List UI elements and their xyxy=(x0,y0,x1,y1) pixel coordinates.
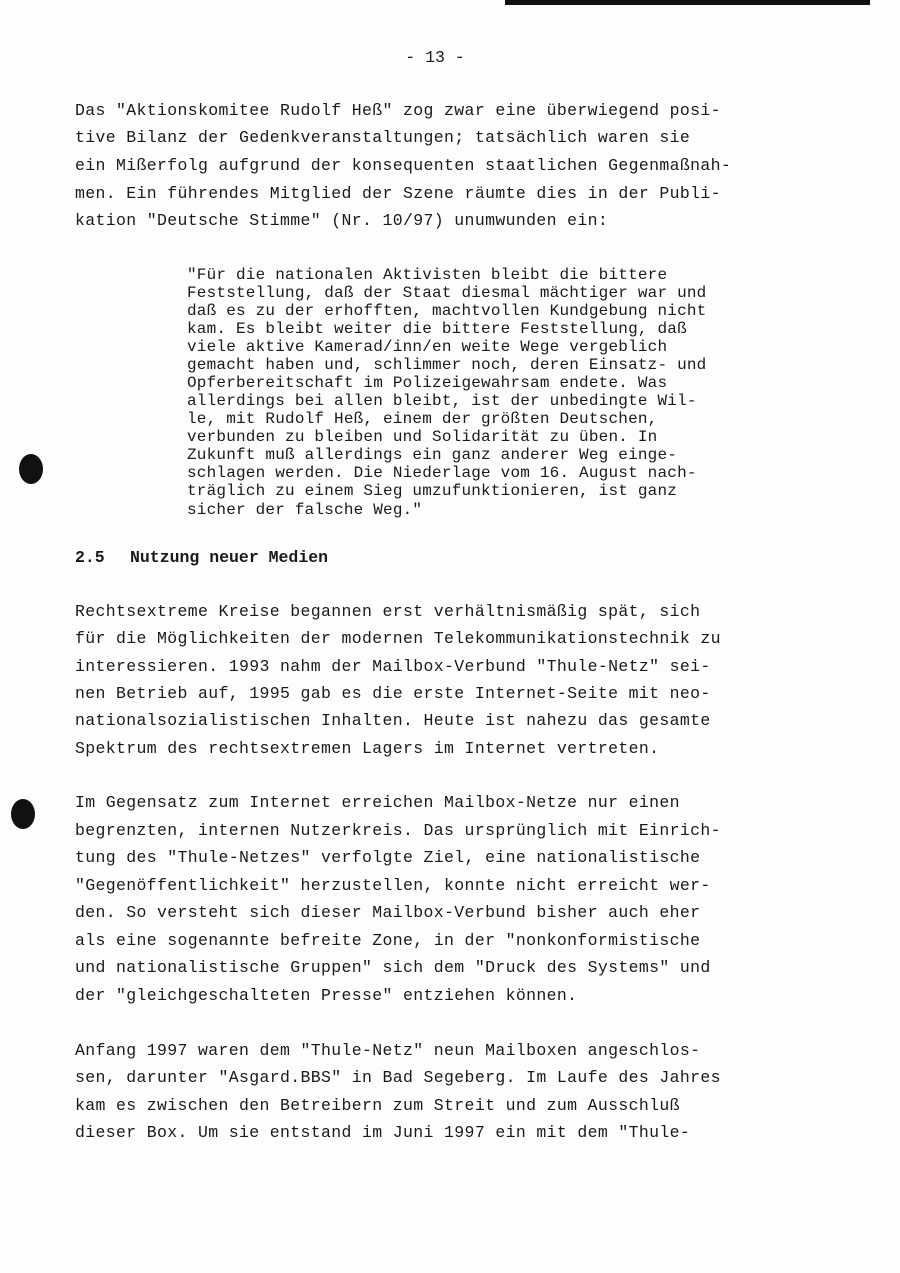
punch-hole-upper xyxy=(19,454,43,484)
text-line: Anfang 1997 waren dem "Thule-Netz" neun Mailboxen angeschlos- xyxy=(75,1041,701,1060)
quote-line: gemacht haben und, schlimmer noch, deren Einsatz- und xyxy=(187,356,707,374)
quote-line: kam. Es bleibt weiter die bittere Feststellung, daß xyxy=(187,320,687,338)
text-line: "Gegenöffentlichkeit" herzustellen, konnte nicht erreicht wer- xyxy=(75,876,711,895)
text-line: nen Betrieb auf, 1995 gab es die erste Internet-Seite mit neo- xyxy=(75,684,711,703)
text-line: interessieren. 1993 nahm der Mailbox-Verbund "Thule-Netz" sei- xyxy=(75,657,711,676)
text-line: kation "Deutsche Stimme" (Nr. 10/97) unumwunden ein: xyxy=(75,211,609,230)
text-line: begrenzten, internen Nutzerkreis. Das ursprünglich mit Einrich- xyxy=(75,821,721,840)
text-line: und nationalistische Gruppen" sich dem "Druck des Systems" und xyxy=(75,958,711,977)
quote-line: verbunden zu bleiben und Solidarität zu üben. In xyxy=(187,428,658,446)
text-line: Im Gegensatz zum Internet erreichen Mailbox-Netze nur einen xyxy=(75,793,680,812)
punch-hole-lower xyxy=(11,799,35,829)
quote-line: allerdings bei allen bleibt, ist der unbedingte Wil- xyxy=(187,392,697,410)
text-line: Das "Aktionskomitee Rudolf Heß" zog zwar eine überwiegend posi- xyxy=(75,101,721,120)
quote-line: Zukunft muß allerdings ein ganz anderer Weg einge- xyxy=(187,446,678,464)
text-line: nationalsozialistischen Inhalten. Heute ist nahezu das gesamte xyxy=(75,711,711,730)
text-line: Spektrum des rechtsextremen Lagers im Internet vertreten. xyxy=(75,739,660,758)
quote-line: le, mit Rudolf Heß, einem der größten Deutschen, xyxy=(187,410,658,428)
top-edge-bar xyxy=(505,0,870,5)
text-line: der "gleichgeschalteten Presse" entziehen können. xyxy=(75,986,578,1005)
section-number: 2.5 xyxy=(75,548,105,567)
text-line: ein Mißerfolg aufgrund der konsequenten staatlichen Gegenmaßnah- xyxy=(75,156,732,175)
text-line: tung des "Thule-Netzes" verfolgte Ziel, eine nationalistische xyxy=(75,848,701,867)
page-number: - 13 - xyxy=(405,48,465,67)
quote-line: träglich zu einem Sieg umzufunktionieren, ist ganz xyxy=(187,482,678,500)
text-line: Rechtsextreme Kreise begannen erst verhältnismäßig spät, sich xyxy=(75,602,701,621)
text-line: dieser Box. Um sie entstand im Juni 1997 ein mit dem "Thule- xyxy=(75,1123,691,1142)
text-line: für die Möglichkeiten der modernen Telekommunikationstechnik zu xyxy=(75,629,721,648)
quote-line: Feststellung, daß der Staat diesmal mächtiger war und xyxy=(187,284,707,302)
text-line: kam es zwischen den Betreibern zum Streit und zum Ausschluß xyxy=(75,1096,680,1115)
text-line: den. So versteht sich dieser Mailbox-Verbund bisher auch eher xyxy=(75,903,701,922)
text-line: sen, darunter "Asgard.BBS" in Bad Segeberg. Im Laufe des Jahres xyxy=(75,1068,721,1087)
quote-line: Opferbereitschaft im Polizeigewahrsam endete. Was xyxy=(187,374,668,392)
quote-line: schlagen werden. Die Niederlage vom 16. August nach- xyxy=(187,464,697,482)
quote-line: sicher der falsche Weg." xyxy=(187,501,423,519)
text-line: als eine sogenannte befreite Zone, in der "nonkonformistische xyxy=(75,931,701,950)
text-line: men. Ein führendes Mitglied der Szene räumte dies in der Publi- xyxy=(75,184,721,203)
text-line: tive Bilanz der Gedenkveranstaltungen; tatsächlich waren sie xyxy=(75,128,691,147)
quote-line: "Für die nationalen Aktivisten bleibt die bittere xyxy=(187,266,668,284)
section-heading xyxy=(75,548,328,567)
section-title: Nutzung neuer Medien xyxy=(130,548,329,567)
quote-line: daß es zu der erhofften, machtvollen Kundgebung nicht xyxy=(187,302,707,320)
quote-line: viele aktive Kamerad/inn/en weite Wege vergeblich xyxy=(187,338,668,356)
